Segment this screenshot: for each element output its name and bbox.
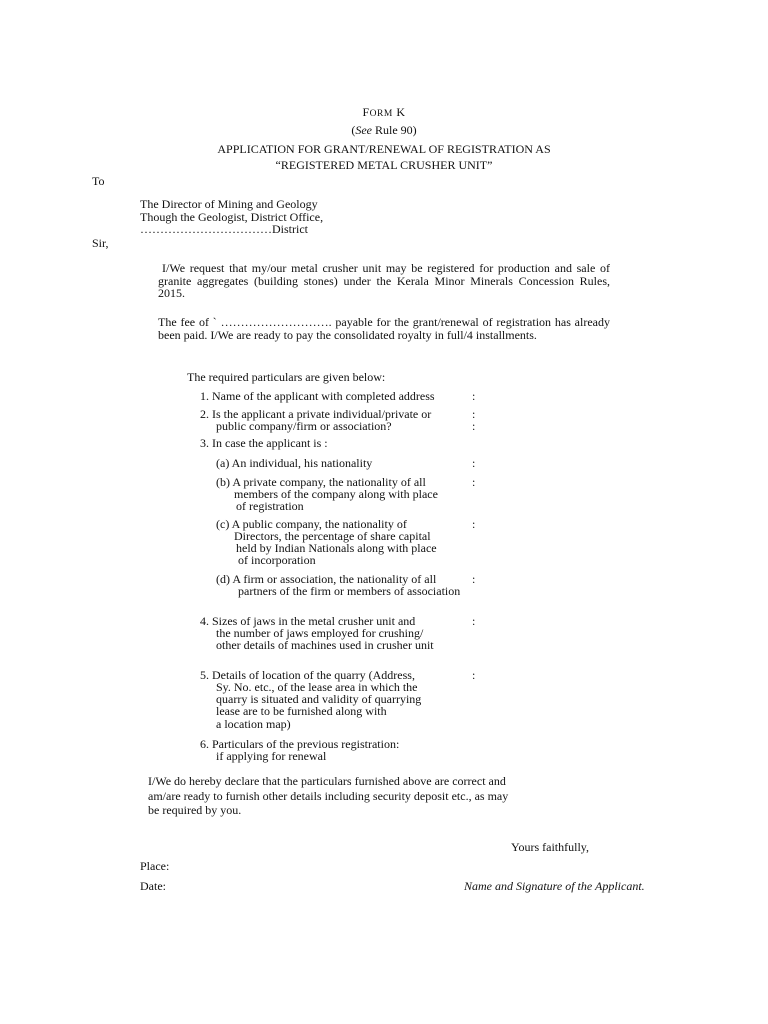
form-label-rest: ORM	[369, 109, 393, 119]
item-4-line2: the number of jaws employed for crushing/	[216, 626, 424, 640]
addressee-line1: The Director of Mining and Geology	[140, 197, 318, 211]
item-4-colon: :	[472, 614, 476, 628]
closing: Yours faithfully,	[511, 840, 590, 854]
item-6-line2: if applying for renewal	[216, 749, 327, 763]
item-5-line1: 5. Details of location of the quarry (Address,	[200, 668, 415, 682]
item-3-text: 3. In case the applicant is :	[200, 436, 328, 450]
item-4-line3: other details of machines used in crusher unit	[216, 638, 434, 652]
item-5-line5: a location map)	[216, 717, 291, 731]
request-paragraph: I/We request that my/our metal crusher unit may be registered for production and sale of granite aggregates (building stones) under the Kerala Minor Minerals Concession Rules, 2015.	[158, 261, 610, 300]
item-3c-line3: held by Indian Nationals along with place	[236, 541, 437, 555]
form-title-line2: “REGISTERED METAL CRUSHER UNIT”	[275, 158, 493, 172]
item-3a-text: (a) An individual, his nationality	[216, 456, 373, 470]
item-3b-line1: (b) A private company, the nationality of all	[216, 475, 426, 489]
rule-reference: (See Rule 90)	[351, 123, 417, 137]
item-6-line1: 6. Particulars of the previous registration:	[200, 737, 400, 751]
declaration-line3: be required by you.	[148, 803, 242, 817]
item-3b-line2: members of the company along with place	[234, 487, 438, 501]
addressee-line2: Though the Geologist, District Office,	[140, 210, 324, 224]
form-title-line1: APPLICATION FOR GRANT/RENEWAL OF REGISTRATION AS	[217, 142, 551, 156]
item-3c-line4: of incorporation	[238, 553, 316, 567]
form-label-initial: F	[362, 105, 370, 119]
fee-paragraph: The fee of ` ………………………. payable for the grant/renewal of registration has already been paid. I/We are ready to pay the consolidated royalty in full/4 installments.	[158, 315, 610, 342]
item-1-colon: :	[472, 389, 476, 403]
item-5-colon: :	[472, 668, 476, 682]
form-label	[0, 106, 768, 120]
date-label: Date:	[140, 879, 166, 893]
item-3d-colon: :	[472, 572, 476, 586]
item-1-text: 1. Name of the applicant with completed address	[200, 389, 435, 403]
item-5-line4: lease are to be furnished along with	[216, 704, 387, 718]
item-2-text-line2: public company/firm or association?	[216, 419, 392, 433]
place-label: Place:	[140, 859, 170, 873]
item-2-text-line1: 2. Is the applicant a private individual/private or	[200, 407, 432, 421]
item-2-colon-2: :	[472, 419, 476, 433]
item-3a-colon: :	[472, 456, 476, 470]
item-3b-line3: of registration	[236, 499, 304, 513]
item-3d-line2: partners of the firm or members of association	[238, 584, 461, 598]
form-letter: K	[396, 105, 406, 119]
particulars-intro: The required particulars are given below:	[187, 370, 386, 384]
rule-text: Rule 90)	[371, 123, 417, 137]
declaration-line1: I/We do hereby declare that the particulars furnished above are correct and	[148, 774, 506, 788]
item-3d-line1: (d) A firm or association, the nationality of all	[216, 572, 437, 586]
item-3c-colon: :	[472, 517, 476, 531]
item-5-line3: quarry is situated and validity of quarrying	[216, 692, 422, 706]
item-4-line1: 4. Sizes of jaws in the metal crusher unit and	[200, 614, 416, 628]
signature-label: Name and Signature of the Applicant.	[464, 879, 645, 893]
see-word: See	[355, 123, 372, 137]
salutation: Sir,	[92, 236, 109, 250]
declaration-line2: am/are ready to furnish other details including security deposit etc., as may	[148, 789, 509, 803]
item-2-colon-1: :	[472, 407, 476, 421]
item-3c-line1: (c) A public company, the nationality of	[216, 517, 407, 531]
item-3c-line2: Directors, the percentage of share capital	[234, 529, 431, 543]
item-3b-colon: :	[472, 475, 476, 489]
item-5-line2: Sy. No. etc., of the lease area in which the	[216, 680, 418, 694]
addressee-line3: ……………………………District	[140, 222, 308, 236]
to-label: To	[92, 174, 105, 188]
